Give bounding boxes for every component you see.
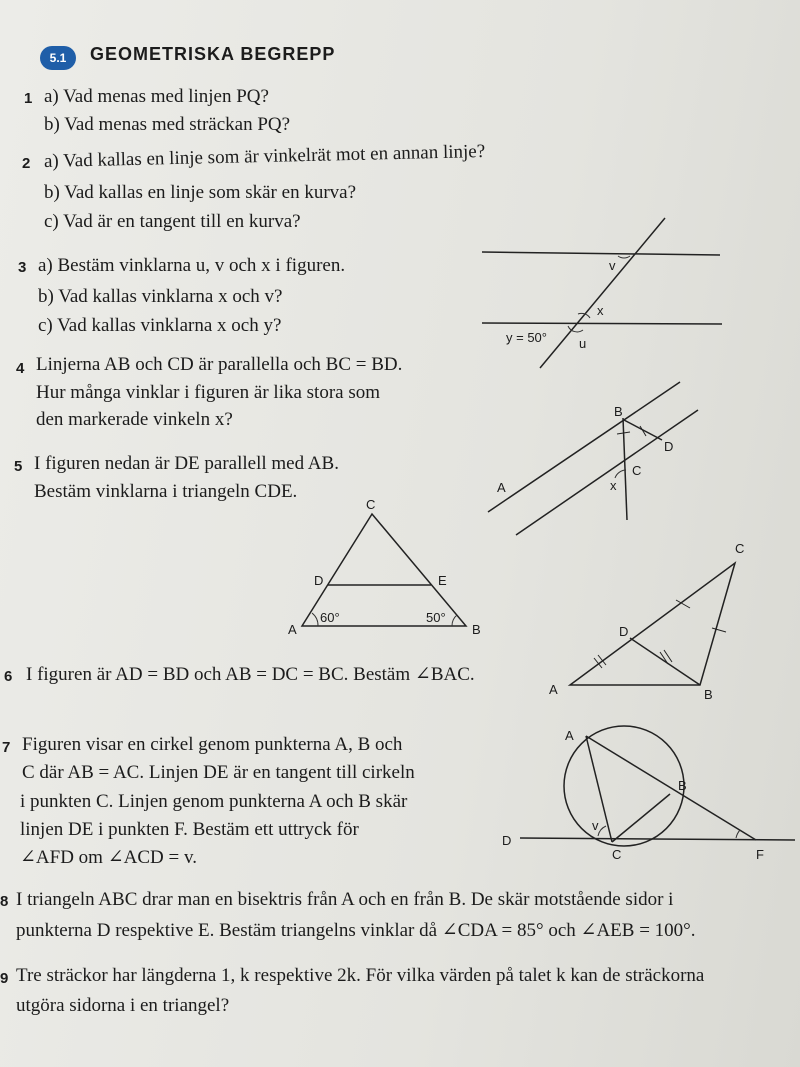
q7-number: 7 [2,739,11,756]
q4-line1: Linjerna AB och CD är parallella och BC = BD. [36,354,403,375]
fig7-label-b: B [678,778,687,793]
q8-number: 8 [0,893,9,910]
fig5-label-d: D [314,573,324,588]
fig6-label-b: B [704,687,713,702]
q5-line2: Bestäm vinklarna i triangeln CDE. [34,481,298,502]
q7-line5: ∠AFD om ∠ACD = v. [20,847,197,868]
fig5-label-c: C [366,497,376,512]
fig7-arc-f [736,830,740,838]
fig4-label-c: C [632,463,642,478]
q1-number: 1 [24,90,33,107]
q2-b: b) Vad kallas en linje som skär en kurva? [44,182,357,203]
q1-b: b) Vad menas med sträckan PQ? [44,114,291,135]
fig7-label-f: F [756,847,764,862]
fig7-label-v: v [592,818,599,833]
fig5-angle-b: 50° [426,610,446,625]
fig7-label-c: C [612,847,622,862]
fig4-label-x: x [610,478,617,493]
q6-number: 6 [4,668,13,685]
q2-c: c) Vad är en tangent till en kurva? [44,211,301,232]
section-badge: 5.1 [40,46,76,70]
q9-line2: utgöra sidorna i en triangel? [16,995,230,1016]
q2-a: a) Vad kallas en linje som är vinkelrät mot en annan linje? [43,140,486,172]
fig6-label-a: A [549,682,558,697]
fig7-chord-ac [586,736,612,842]
fig7-chord-bc [612,794,670,842]
fig5-angle-a: 60° [320,610,340,625]
fig3-label-v: v [609,258,616,273]
fig6-label-d: D [619,624,629,639]
q7-line3: i punkten C. Linjen genom punkterna A och B skär [20,791,408,812]
q3-a: a) Bestäm vinklarna u, v och x i figuren. [38,255,346,276]
fig7-arc-v [598,826,606,836]
q9-line1: Tre sträckor har längderna 1, k respektive 2k. För vilka värden på talet k kan de sträckorna [16,965,705,986]
q7-line2: C där AB = AC. Linjen DE är en tangent till cirkeln [22,762,415,783]
fig5-label-e: E [438,573,447,588]
fig7-circle [564,726,684,846]
fig3-label-u: u [579,336,587,351]
fig3-label-x: x [597,303,604,318]
q5-number: 5 [14,458,23,475]
fig3-label-y: y = 50° [506,330,547,345]
q4-line2: Hur många vinklar i figuren är lika stora som [36,382,381,403]
q7-line4: linjen DE i punkten F. Bestäm ett uttryck för [20,819,359,840]
q4-line3: den markerade vinkeln x? [36,409,233,430]
fig7-label-a: A [565,728,574,743]
q3-c: c) Vad kallas vinklarna x och y? [38,315,282,336]
q4-number: 4 [16,360,25,377]
q8-line1: I triangeln ABC drar man en bisektris från A och en från B. De skär motstående sidor i [16,889,674,910]
q9-number: 9 [0,970,9,987]
q1-a: a) Vad menas med linjen PQ? [44,86,269,107]
fig5-label-a: A [288,622,297,637]
q3-number: 3 [18,259,27,276]
q2-number: 2 [22,155,31,172]
fig5-label-b: B [472,622,481,637]
fig4-label-a: A [497,480,506,495]
fig4-label-b: B [614,404,623,419]
fig6-label-c: C [735,541,745,556]
q3-b: b) Vad kallas vinklarna x och v? [38,286,283,307]
q6-line1: I figuren är AD = BD och AB = DC = BC. Bestäm ∠BAC. [26,664,475,685]
section-title: GEOMETRISKA BEGREPP [90,44,336,64]
fig4-label-d: D [664,439,674,454]
q5-line1: I figuren nedan är DE parallell med AB. [34,453,339,474]
q7-line1: Figuren visar en cirkel genom punkterna A, B och [22,734,403,755]
q8-line2: punkterna D respektive E. Bestäm triangelns vinklar då ∠CDA = 85° och ∠AEB = 100°. [16,920,696,941]
fig7-label-d: D [502,833,512,848]
